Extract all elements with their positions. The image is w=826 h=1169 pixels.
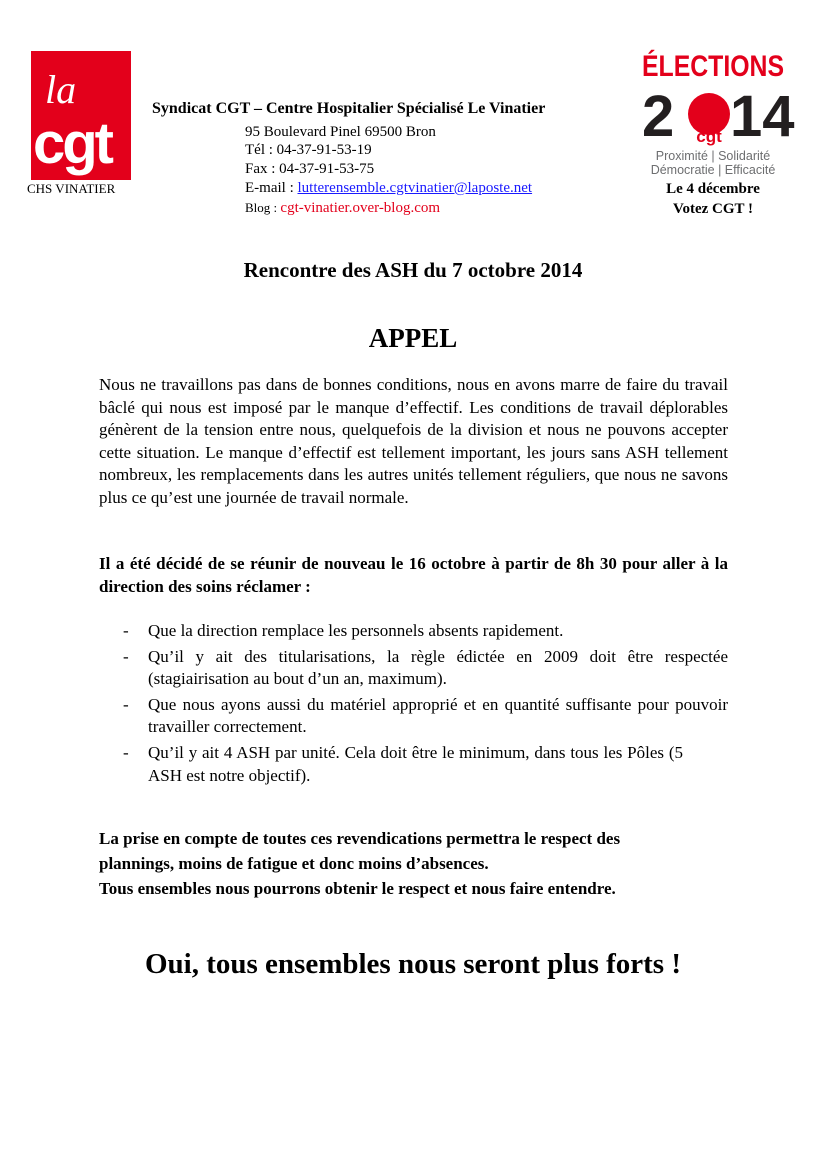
elections-badge: cgt (696, 127, 722, 146)
cgt-logo-graphic (31, 51, 131, 180)
list-item (99, 620, 728, 643)
email-label: E-mail : (245, 180, 298, 196)
fax: Fax : 04-37-91-53-75 (245, 161, 375, 177)
logo-subtitle: CHS VINATIER (27, 181, 116, 196)
blog-line (245, 198, 440, 218)
final-slogan: Oui, tous ensembles nous seront plus forts ! (144, 948, 682, 980)
list-item-text: Qu’il y ait 4 ASH par unité. Cela doit être le minimum, dans tous les Pôles (5 ASH est notre objectif). (148, 742, 683, 785)
elections-tagline-2: Démocratie | Efficacité (650, 163, 776, 177)
vote-call: Votez CGT ! (673, 201, 753, 217)
organization-name: Syndicat CGT – Centre Hospitalier Spécialisé Le Vinatier (152, 100, 546, 117)
elections-year-left: 2 (642, 84, 675, 149)
list-item (99, 694, 728, 739)
election-date: Le 4 décembre (666, 181, 760, 197)
list-item-text: Que nous ayons aussi du matériel approprié et en quantité suffisante pour pouvoir travailler correctement. (148, 694, 728, 737)
closing-line: Tous ensembles nous pourrons obtenir le respect et nous faire entendre. (99, 879, 616, 898)
demands-list (99, 620, 728, 790)
email-link[interactable]: lutterensemble.cgtvinatier@laposte.net (297, 180, 533, 196)
list-item-text: Que la direction remplace les personnels absents rapidement. (148, 621, 564, 640)
closing-line: La prise en compte de toutes ces revendications permettra le respect des (99, 829, 621, 848)
bullet-dash: - (123, 694, 129, 714)
bullet-dash: - (123, 621, 129, 640)
elections-title: ÉLECTIONS (642, 50, 814, 83)
bullet-dash: - (123, 646, 129, 666)
document-subject: Rencontre des ASH du 7 octobre 2014 (243, 258, 583, 282)
cgt-logo (31, 51, 131, 180)
decision-paragraph: Il a été décidé de se réunir de nouveau le 16 octobre à partir de 8h 30 pour aller à la direction des soins réclamer : (99, 554, 728, 596)
elections-logo (640, 46, 814, 180)
address: 95 Boulevard Pinel 69500 Bron (245, 124, 436, 140)
bullet-dash: - (123, 742, 129, 762)
list-item (99, 646, 728, 691)
telephone: Tél : 04-37-91-53-19 (245, 142, 372, 158)
logo-la-text: la (45, 67, 77, 112)
list-item (99, 742, 728, 787)
blog-label: Blog : (245, 200, 281, 215)
list-item-text: Qu’il y ait des titularisations, la règle édictée en 2009 doit être respectée (stagiairisation au bout d’un an, maximum). (148, 646, 728, 689)
closing-line: plannings, moins de fatigue et donc moins d’absences. (99, 854, 489, 873)
logo-cgt-text: cgt (33, 111, 111, 176)
blog-url[interactable]: cgt-vinatier.over-blog.com (280, 200, 441, 216)
election-callout (640, 179, 786, 219)
closing-paragraph (99, 826, 739, 901)
email-line (245, 178, 532, 198)
elections-logo-graphic (640, 46, 814, 180)
intro-paragraph: Nous ne travaillons pas dans de bonnes conditions, nous en avons marre de faire du travail bâclé qui nous est imposé par le manque d’effectif. Les conditions de travail déplorables génèrent de la tension entre nous, quelquefois de la division et nous ne pouvons accepter cette situation. Le manque d’effectif est tellement important, les jours sans ASH tellement nombreux, les remplacements dans les autres unités tellement réguliers, que nous ne savons plus ce qu’est une journée de travail normale. (99, 375, 728, 507)
elections-tagline-1: Proximité | Solidarité (655, 149, 771, 163)
elections-year-right: 14 (730, 84, 795, 149)
document-heading: APPEL (368, 323, 458, 353)
